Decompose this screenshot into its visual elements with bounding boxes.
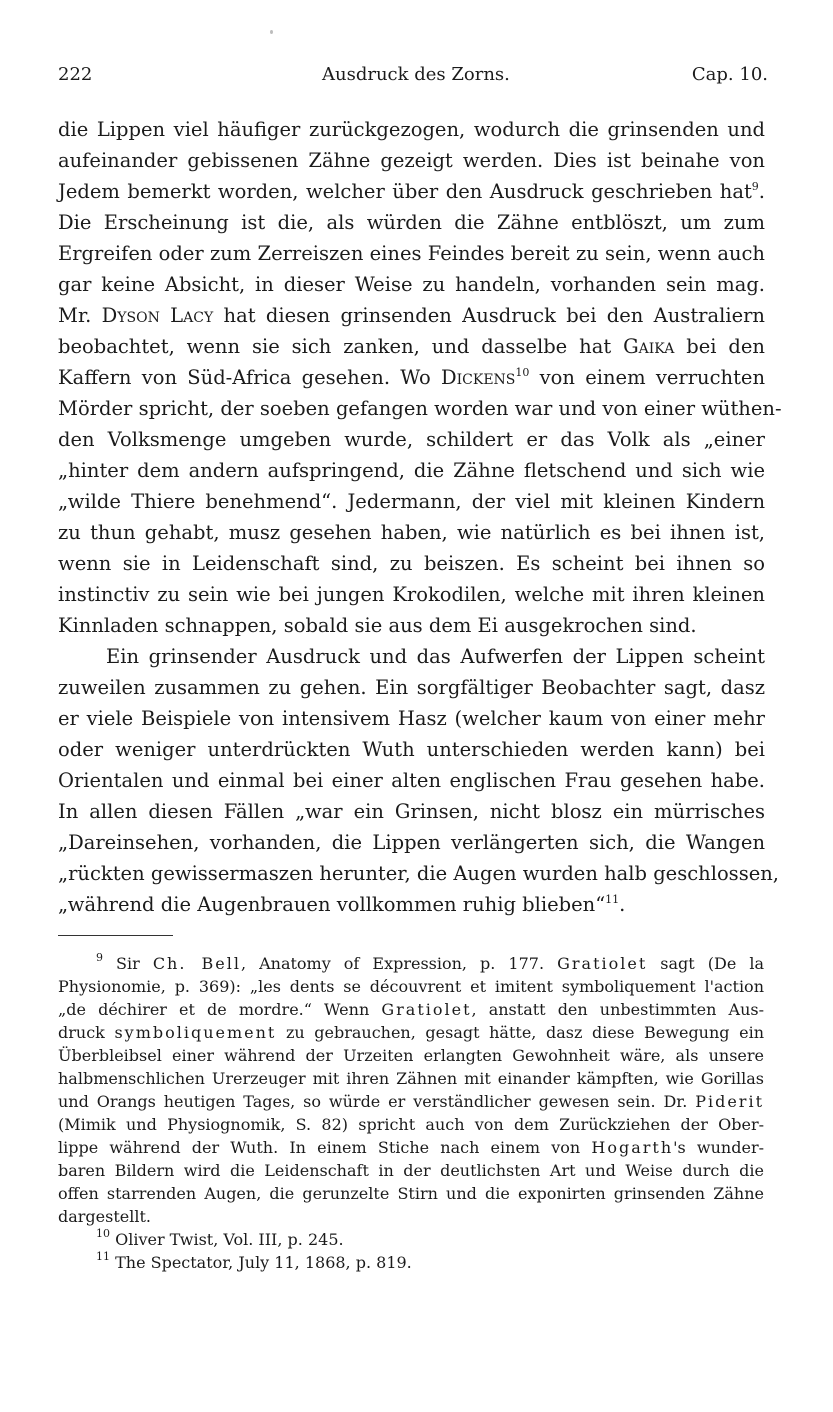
- text-line: oder weniger unterdrückten Wuth unterschieden werden kann) bei: [58, 738, 765, 761]
- footnote-line: halbmenschlichen Urerzeuger mit ihren Zähnen mit einander kämpften, wie Gorillas: [58, 1069, 764, 1088]
- text-line: instinctiv zu sein wie bei jungen Krokodilen, welche mit ihren kleinen: [58, 583, 765, 606]
- footnote-line: baren Bildern wird die Leidenschaft in der deutlichsten Art und Weise durch die: [58, 1161, 764, 1180]
- text-line: Mörder spricht, der soeben gefangen worden war und von einer wüthen-: [58, 397, 782, 420]
- text-segment: .: [619, 893, 626, 916]
- footnote-line: (Mimik und Physiognomik, S. 82) spricht auch von dem Zurückziehen der Ober-: [58, 1115, 764, 1134]
- running-title: Ausdruck des Zorns.: [322, 64, 510, 85]
- footnote-divider: [58, 935, 173, 936]
- footnote-number: 10: [96, 1227, 110, 1240]
- footnote-line: [58, 998, 764, 1021]
- person-name: Hogarth: [591, 1138, 674, 1157]
- chapter-label: Cap. 10.: [691, 64, 768, 85]
- text-segment: „während die Augenbrauen vollkommen ruhig blieben“: [58, 893, 606, 916]
- person-name: Gaika: [623, 335, 675, 358]
- footnote-number: 11: [96, 1250, 110, 1263]
- text-line: Die Erscheinung ist die, als würden die Zähne entblöszt, um zum: [58, 211, 765, 234]
- text-segment: beobachtet, wenn sie sich zanken, und dasselbe hat: [58, 335, 624, 358]
- footnote-line: [58, 1090, 764, 1113]
- text-segment: „de déchirer et de mordre.“ Wenn: [58, 1000, 382, 1019]
- text-line: Ein grinsender Ausdruck und das Aufwerfen der Lippen scheint: [106, 645, 765, 668]
- text-line: er viele Beispiele von intensivem Hasz (welcher kaum von einer mehr: [58, 707, 765, 730]
- text-segment: Sir: [103, 954, 153, 973]
- text-segment: lippe während der Wuth. In einem Stiche nach einem von: [58, 1138, 592, 1157]
- text-line: zuweilen zusammen zu gehen. Ein sorgfältiger Beobachter sagt, dasz: [58, 676, 765, 699]
- text-segment: zu gebrauchen, gesagt hätte, dasz diese Bewegung ein: [276, 1023, 765, 1042]
- text-segment: druck: [58, 1023, 115, 1042]
- person-name: Gratiolet: [381, 1000, 472, 1019]
- person-name: Ch. Bell: [152, 954, 241, 973]
- footnote-line: Physionomie, p. 369): „les dents se découvrent et imitent symboliquement l'action: [58, 977, 764, 996]
- text-segment: bei den: [674, 335, 765, 358]
- text-line: „hinter dem andern aufspringend, die Zähne fletschend und sich wie: [58, 459, 765, 482]
- footnote-line: [96, 1251, 764, 1274]
- footnote-line: [58, 1021, 764, 1044]
- text-line: [58, 331, 765, 362]
- footnote-line: Überbleibsel einer während der Urzeiten erlangten Gewohnheit wäre, als unsere: [58, 1046, 764, 1065]
- text-line: Orientalen und einmal bei einer alten englischen Frau gesehen habe.: [58, 769, 765, 792]
- text-line: In allen diesen Fällen „war ein Grinsen, nicht blosz ein mürrisches: [58, 800, 765, 823]
- text-segment: , anstatt den unbestimmten Aus-: [471, 1000, 765, 1019]
- text-segment: Oliver Twist, Vol. III, p. 245.: [110, 1230, 344, 1249]
- text-line: den Volksmenge umgeben wurde, schildert er das Volk als „einer: [58, 428, 765, 451]
- person-name: Dickens: [440, 366, 516, 389]
- text-segment: hat diesen grinsenden Ausdruck bei den Australiern: [213, 304, 765, 327]
- footnote-line: [96, 1228, 764, 1251]
- paper-speck: [270, 30, 273, 34]
- text-line: wenn sie in Leidenschaft sind, zu beiszen. Es scheint bei ihnen so: [58, 552, 765, 575]
- text-line: „Dareinsehen, vorhanden, die Lippen verlängerten sich, die Wangen: [58, 831, 765, 854]
- person-name: Dyson Lacy: [101, 304, 214, 327]
- text-segment: 's wunder-: [673, 1138, 765, 1157]
- text-segment: und Orangs heutigen Tages, so würde er verständlicher gewesen sein. Dr.: [58, 1092, 696, 1111]
- footnote-line: [58, 1136, 764, 1159]
- text-line: „wilde Thiere benehmend“. Jedermann, der viel mit kleinen Kindern: [58, 490, 765, 513]
- text-line: [58, 176, 765, 207]
- footnote-ref-10: 10: [515, 366, 530, 379]
- text-line: gar keine Absicht, in dieser Weise zu handeln, vorhanden sein mag.: [58, 273, 765, 296]
- page-number: 222: [58, 64, 93, 85]
- text-line: [58, 889, 765, 920]
- text-line: [58, 362, 765, 393]
- text-line: [58, 300, 765, 331]
- text-segment: , Anatomy of Expression, p. 177.: [240, 954, 558, 973]
- footnote-ref-9: 9: [751, 180, 759, 193]
- footnote-ref-11: 11: [605, 893, 620, 906]
- text-line: „rückten gewissermaszen herunter, die Augen wurden halb geschlossen,: [58, 862, 779, 885]
- text-line: zu thun gehabt, musz gesehen haben, wie natürlich es bei ihnen ist,: [58, 521, 765, 544]
- text-segment: Mr.: [58, 304, 102, 327]
- text-segment: Kaffern von Süd-Africa gesehen. Wo: [58, 366, 441, 389]
- text-line: Kinnladen schnappen, sobald sie aus dem Ei ausgekrochen sind.: [58, 614, 697, 637]
- emphasized-word: symboliquement: [114, 1023, 277, 1042]
- text-line: aufeinander gebissenen Zähne gezeigt werden. Dies ist beinahe von: [58, 149, 765, 172]
- text-segment: The Spectator, July 11, 1868, p. 819.: [110, 1253, 412, 1272]
- person-name: Gratiolet: [557, 954, 648, 973]
- text-segment: Jedem bemerkt worden, welcher über den Ausdruck geschrieben hat: [58, 180, 752, 203]
- footnote-number: 9: [96, 951, 103, 964]
- text-segment: .: [758, 180, 765, 203]
- footnote-line: offen starrenden Augen, die gerunzelte Stirn und die exponirten grinsenden Zähne: [58, 1184, 764, 1203]
- text-line: die Lippen viel häufiger zurückgezogen, wodurch die grinsenden und: [58, 118, 765, 141]
- footnote-line: dargestellt.: [58, 1207, 151, 1226]
- text-line: Ergreifen oder zum Zerreiszen eines Feindes bereit zu sein, wenn auch: [58, 242, 765, 265]
- page-header: [58, 64, 768, 90]
- text-segment: von einem verruchten: [529, 366, 765, 389]
- person-name: Piderit: [695, 1092, 764, 1111]
- footnote-line: [96, 952, 764, 975]
- text-segment: sagt (De la: [647, 954, 765, 973]
